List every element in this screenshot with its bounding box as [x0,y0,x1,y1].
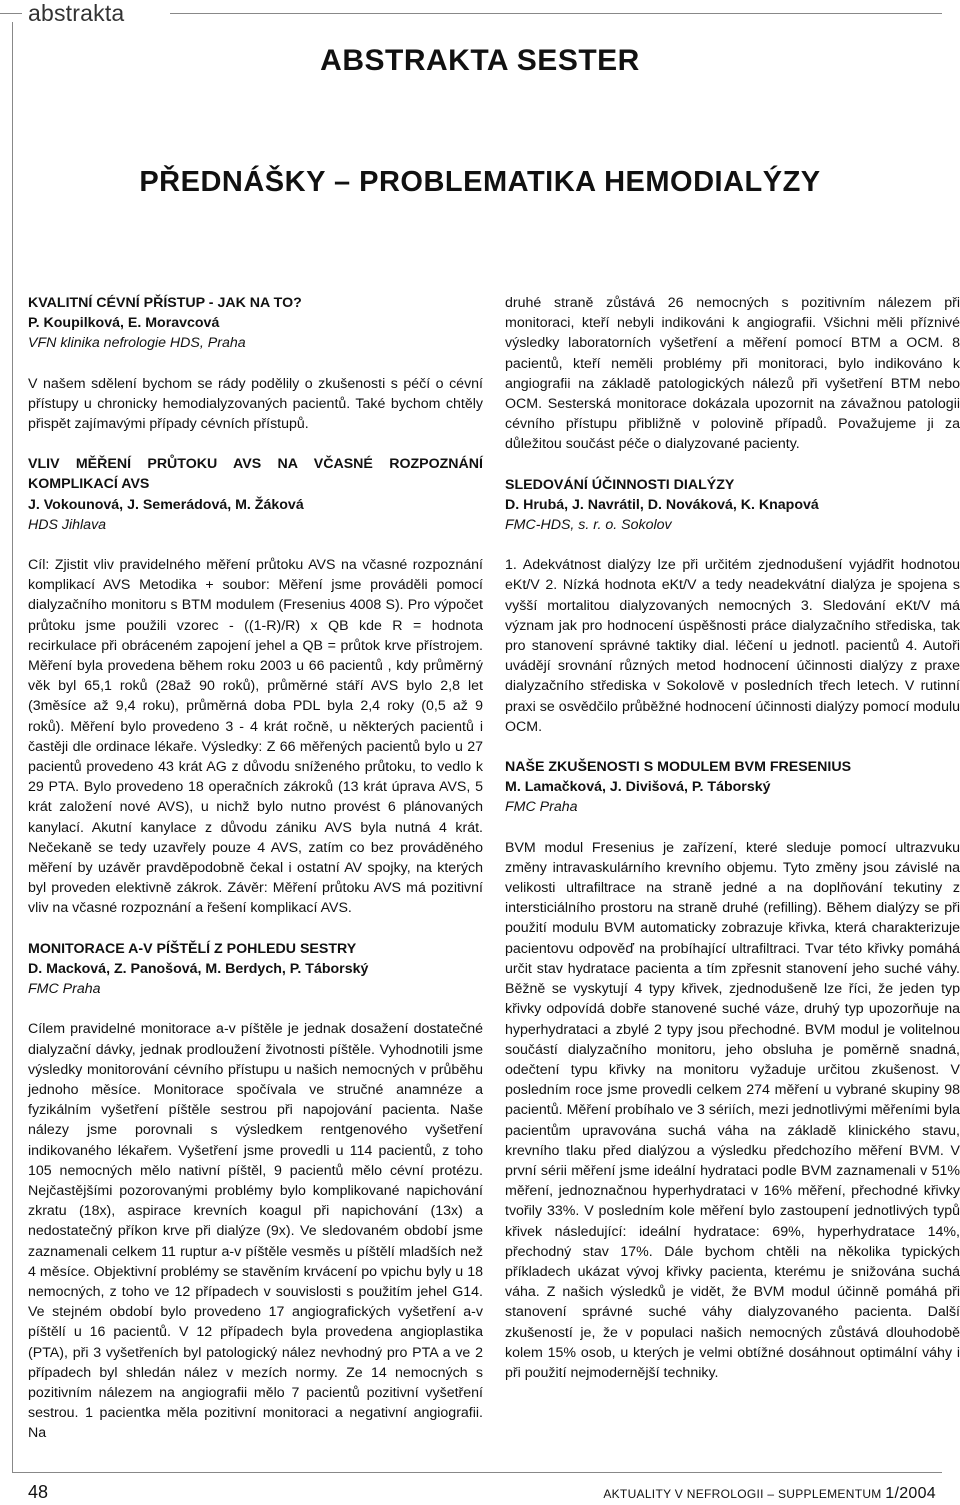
journal-issue: 1/2004 [885,1485,936,1502]
abstract-title: NAŠE ZKUŠENOSTI S MODULEM BVM FRESENIUS [505,759,852,776]
abstract-authors: P. Koupilková, E. Moravcová [28,315,220,332]
abstract-title: VLIV MĚŘENÍ PRŮTOKU AVS NA VČASNÉ ROZPOZNÁNÍ KOMPLIKACÍ AVS [28,456,483,493]
abstract-body: Cílem pravidelné monitorace a-v píštěle je jednak dosažení dostatečné dialyzační dávky, jednak prodloužení životnosti píštěle. Vyhodnotili jsme výsledky monitorování cévního přístupu u našich nemocných v průběhu jednoho měsíce. Monitorace spočívala ve stručné anamnéze a fyzikálním vyšetření píštěle sestrou při napojování pacienta. Naše nálezy jsme porovnali s výsledkem rentgenového vyšetření indikovaného lékařem. Vyšetření jsme provedli u 114 pacientů, z toho 105 nemocných mělo nativní píštěl, 9 pacientů mělo cévní protézu. Nejčastějšími pozorovanými problémy bylo komplikované napichování zkratu (18x), aspirace krevních koagul při napichování (13x) a nedostatečný příkon krve při dialýze (9x). Ve sledovaném období jsme zaznamenali celkem 11 ruptur a-v píštěle vesměs u píštělí mladších než 4 měsíce. Objektivní problémy se stavěním krvácení po vpichu byly u 18 nemocných, z toho ve 12 případech v souvislosti s použitím jehel G14. Ve stejném období bylo provedeno 17 angiografických vyšetření a-v píštělí u 16 pacientů. V 12 případech byla provedena angioplastika (PTA), při 3 vyšetřeních byl patologický nález nevhodný pro PTA a ve 2 případech byl shledán nález v mezích normy. Ze 14 nemocných s pozitivním nálezem na angiografii mělo 7 pacientů pozitivní vyšetření sestrou. 1 pacientka měla pozitivní monitoraci a negativní angiografii. Na [28,1021,483,1442]
abstract-authors: D. Hrubá, J. Navrátil, D. Nováková, K. Knapová [505,496,819,513]
abstract-4 [505,475,960,737]
abstract-affiliation: FMC Praha [28,981,101,998]
margin-rule [12,22,13,1473]
abstract-body: V našem sdělení bychom se rády podělily o zkušenosti s péčí o cévní přístupy u chronicky hemodialyzovaných pacientů. Také bychom chtěly přispět zajímavými případy cévních přístupů. [28,375,483,433]
page-title: ABSTRAKTA SESTER [320,44,640,77]
right-column [505,293,960,1403]
abstract-body: Cíl: Zjistit vliv pravidelného měření průtoku AVS na včasné rozpoznání komplikací AVS Metodika + soubor: Měření jsme prováděli pomocí dialyzačního monitoru s BTM modulem (Fresenius 4008 S). Pro výpočet průtoku jsme použili vzorec - ((1-R)/R) x QB kde R = hodnota recirkulace při obráceném zapojení jehel a QB = průtok krve přístrojem. Měření byla provedena během roku 2003 u 66 pacientů , kdy průměrný věk byl 65,1 roků (28až 90 roků), průměrné stáří AVS bylo 2,8 let (3měsíce až 9,4 roku), průměrná doba PDL byla 2,4 roky (0,5 až 9 roků). Měření bylo provedeno 3 - 4 krát ročně, u některých pacientů i častěji dle ordinace lékaře. Výsledky: Z 66 měřených pacientů bylo u 27 pacientů provedeno 43 krát AG z důvodu sníženého průtoku, to vedlo k 29 PTA. Bylo provedeno 18 operačních zákroků (13 krát úprava AVS, 5 krát založení nové AVS), u nichž bylo nutno provést 6 plánovaných kanylací. Akutní kanylace z důvodu zániku AVS byla nutná 4 krát. Nečekaně se tedy uzavřely pouze 4 AVS, zatím co bez prováděného měření by uzávěr pravděpodobně čekal i ostatní AV spojky, na kterých byl proveden elektivně zákrok. Závěr: Měření průtoku AVS má pozitivní vliv na včasné rozpoznání a řešení komplikací AVS. [28,557,483,917]
footer-rule [12,1472,942,1473]
left-column [28,293,483,1464]
abstract-continuation: druhé straně zůstává 26 nemocných s pozitivním nálezem při monitoraci, kteří nebyli indikováni k angiografii. Všichni měli příznivé výsledky laboratorních vyšetření a měření pomocí BTM a OCM. 8 pacientů, kteří neměli problémy při monitoraci, bylo indikováno k angiografii na základě patologických nálezů při vyšetření BTM nebo OCM. Sesterská monitorace dokázala upozornit na závažnou patologii cévního přístupu přibližně v polovině případů. Považujeme ji za důležitou součást péče o dialyzované pacienty. [505,295,960,453]
section-label: abstrakta [28,0,125,26]
abstract-authors: J. Vokounová, J. Semerádová, M. Žáková [28,496,304,513]
abstract-1 [28,293,483,434]
abstract-authors: D. Macková, Z. Panošová, M. Berdych, P. Táborský [28,960,369,977]
abstract-3 [28,939,483,1444]
abstract-title: SLEDOVÁNÍ ÚČINNOSTI DIALÝZY [505,476,735,493]
page-number: 48 [28,1482,49,1502]
abstract-body: BVM modul Fresenius je zařízení, které sleduje pomocí ultrazvuku změny intravaskulárního krevního objemu. Tyto změny jsou závislé na velikosti ultrafiltrace na straně jedné a na doplňování tekutiny z intersticiálního prostoru na straně druhé (refilling). Během dialýzy se při použití modulu BVM automaticky zobrazuje křivka, která charakterizuje pacientovu odpověď na probíhající ultrafiltraci. Tvar této křivky pomáhá určit stav hydratace pacienta a tím zpřesnit stanovení jeho suché váhy. Běžně se vyskytují 4 typy křivek, zjednodušeně lze říci, že jeden typ křivky odpovídá dobře stanovené suché váze, druhý typ upozorňuje na hyperhydrataci a zbylé 2 typy jsou přechodné. BVM modul je volitelnou součástí dialyzačního monitoru, jeho obsluha je poměrně snadná, odečtení typu křivky na monitoru vyžaduje určitou zkušenost. V posledním roce jsme provedli celkem 274 měření u vybrané skupiny 98 pacientů. Měření probíhalo ve 3 sériích, mezi jednotlivými měřeními byla pacientům upravována suchá váha na základě klinického stavu, krevního tlaku před dialýzou a výsledku předchozího měření BVM. V první sérii měření jsme ideální hydrataci podle BVM zaznamenali v 51% měření, jednoznačnou hyperhydrataci v 16% měření, přechodné křivky tvořily 33%. V posledním kole měření bylo zastoupení jednotlivých typů křivek následující: ideální hydratace: 69%, hyperhydratace 14%, přechodný stav 17%. Dále bychom chtěli na několika typických příkladech ukázat vývoj křivky pacienta, kterému je snižována suchá váha. Z našich výsledků je vidět, že BVM modul účinně pomáhá při stanovení správné suché váhy dialyzovaného pacienta. Další zkušeností je, že v populaci našich nemocných zůstává dlouhodobě kolem 15% osob, u kterých je velmi obtížné dosáhnout optimální váhy i při použití nejmodernější techniky. [505,839,960,1381]
abstract-title: MONITORACE A-V PÍŠTĚLÍ Z POHLEDU SESTRY [28,940,357,957]
journal-name [603,1485,936,1503]
abstract-body: 1. Adekvátnost dialýzy lze při určitém zjednodušení vyjádřit hodnotou eKt/V 2. Nízká hodnota eKt/V a tedy neadekvátní dialýza je spojena s vyšší mortalitou dialyzovaných nemocných 3. Sledování eKt/V má význam jak pro hodnocení úspěšnosti práce dialyzačního střediska, tak pro stanovení správné taktiky dial. léčení u jednotl. pacientů 4. Autoři uvádějí srovnání různých metod hodnocení účinnosti dialýzy z praxe dialyzačního střediska v Sokolově v posledních třech letech. V rutinní praxi se osvědčilo průběžné hodnocení účinnosti dialýzy pomocí modulu OCM. [505,557,960,735]
journal-title: AKTUALITY V NEFROLOGII – SUPPLEMENTUM [603,1487,882,1501]
abstract-authors: M. Lamačková, J. Divišová, P. Táborský [505,779,771,796]
abstract-affiliation: FMC-HDS, s. r. o. Sokolov [505,517,672,534]
abstract-5 [505,757,960,1383]
section-title: PŘEDNÁŠKY – PROBLEMATIKA HEMODIALÝZY [139,166,821,198]
header-rule-left [0,13,22,14]
abstract-2 [28,454,483,918]
abstract-affiliation: FMC Praha [505,799,578,816]
abstract-title: KVALITNÍ CÉVNÍ PŘÍSTUP - JAK NA TO? [28,295,302,311]
abstract-affiliation: VFN klinika nefrologie HDS, Praha [28,335,246,352]
header-rule [170,13,942,14]
abstract-affiliation: HDS Jihlava [28,516,107,533]
